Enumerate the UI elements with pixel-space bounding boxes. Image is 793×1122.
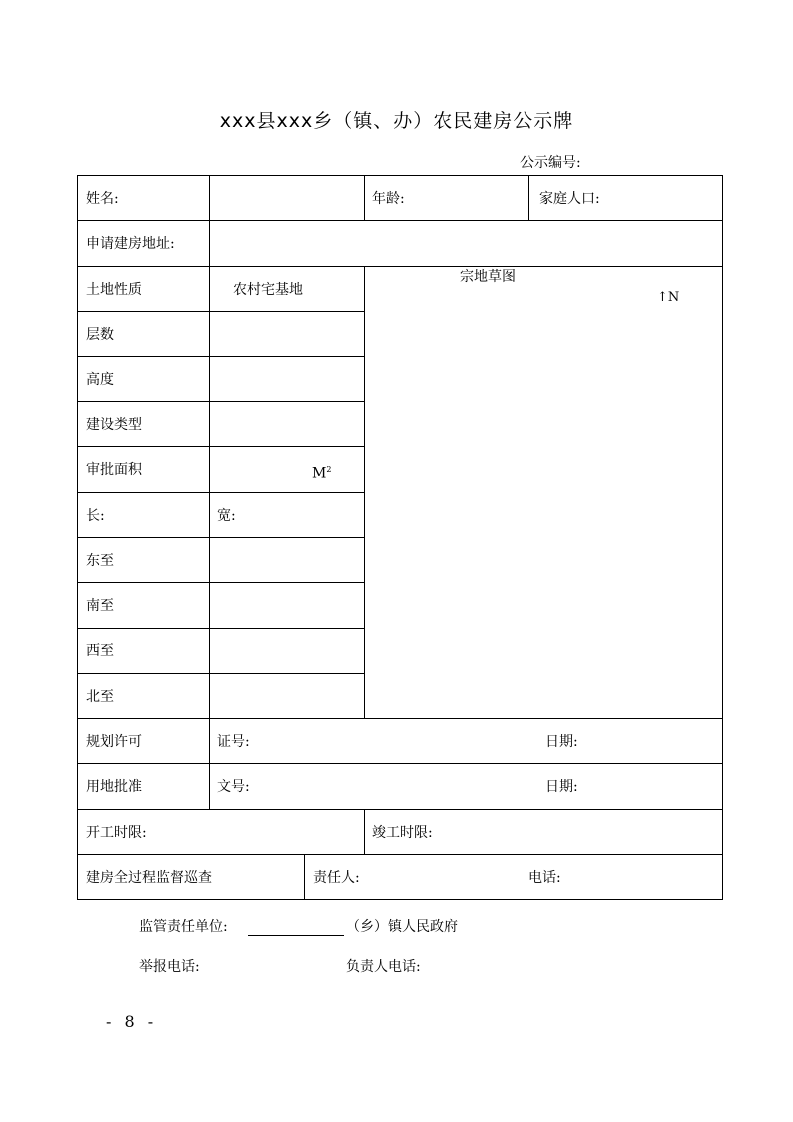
approved-area-label: 审批面积 xyxy=(86,462,142,478)
column-divider xyxy=(209,718,210,810)
area-unit-text: M xyxy=(312,465,327,482)
row-divider xyxy=(77,537,364,538)
area-unit-sup: 2 xyxy=(326,465,332,474)
column-divider xyxy=(528,175,529,221)
completion-limit-label: 竣工时限: xyxy=(372,825,433,841)
land-approval-label: 用地批准 xyxy=(86,779,142,795)
south-boundary-label: 南至 xyxy=(86,598,114,614)
land-nature-label: 土地性质 xyxy=(86,282,142,298)
supervisor-unit-label: 监管责任单位: xyxy=(139,919,228,935)
address-label: 申请建房地址: xyxy=(86,236,175,252)
width-label: 宽: xyxy=(217,508,236,524)
report-phone-label: 举报电话: xyxy=(139,959,200,975)
approval-date-label: 日期: xyxy=(545,779,578,795)
row-divider xyxy=(77,628,364,629)
west-boundary-label: 西至 xyxy=(86,643,114,659)
name-label: 姓名: xyxy=(86,191,119,207)
phone-label: 电话: xyxy=(528,870,561,886)
supervisor-unit-blank xyxy=(248,935,344,936)
approval-doc-label: 文号: xyxy=(217,779,250,795)
row-divider xyxy=(77,854,723,855)
column-divider xyxy=(304,854,305,900)
construction-type-label: 建设类型 xyxy=(86,417,142,433)
row-divider xyxy=(77,492,364,493)
row-divider xyxy=(77,356,364,357)
column-divider xyxy=(364,175,365,221)
row-divider xyxy=(77,220,723,221)
notice-number-label: 公示编号: xyxy=(520,155,581,171)
floors-label: 层数 xyxy=(86,327,114,343)
start-limit-label: 开工时限: xyxy=(86,825,147,841)
row-divider xyxy=(77,809,723,810)
row-divider xyxy=(77,311,364,312)
row-divider xyxy=(77,446,364,447)
north-boundary-label: 北至 xyxy=(86,689,114,705)
supervision-label: 建房全过程监督巡查 xyxy=(86,870,212,886)
table-border-right xyxy=(722,175,723,900)
land-nature-value: 农村宅基地 xyxy=(233,282,303,298)
column-divider xyxy=(364,809,365,855)
page-number: - 8 - xyxy=(106,1012,158,1031)
north-arrow-icon: ↑N xyxy=(657,290,680,305)
page-title: xxx县xxx乡（镇、办）农民建房公示牌 xyxy=(219,110,574,132)
table-border-bottom xyxy=(77,899,723,900)
east-boundary-label: 东至 xyxy=(86,553,114,569)
permit-date-label: 日期: xyxy=(545,734,578,750)
permit-number-label: 证号: xyxy=(217,734,250,750)
responsible-person-label: 责任人: xyxy=(313,870,360,886)
age-label: 年龄: xyxy=(372,191,405,207)
supervisor-unit-suffix: （乡）镇人民政府 xyxy=(346,919,458,935)
row-divider xyxy=(77,266,723,267)
column-divider xyxy=(364,266,365,719)
table-border-top xyxy=(77,175,723,176)
area-unit xyxy=(312,461,331,483)
row-divider xyxy=(77,763,723,764)
leader-phone-label: 负责人电话: xyxy=(346,959,421,975)
row-divider xyxy=(77,673,364,674)
row-divider xyxy=(77,582,364,583)
sketch-label: 宗地草图 xyxy=(460,269,516,285)
row-divider xyxy=(77,401,364,402)
length-label: 长: xyxy=(86,508,105,524)
column-divider xyxy=(209,175,210,719)
planning-permit-label: 规划许可 xyxy=(86,734,142,750)
household-label: 家庭人口: xyxy=(539,191,600,207)
height-label: 高度 xyxy=(86,372,114,388)
row-divider xyxy=(77,718,723,719)
